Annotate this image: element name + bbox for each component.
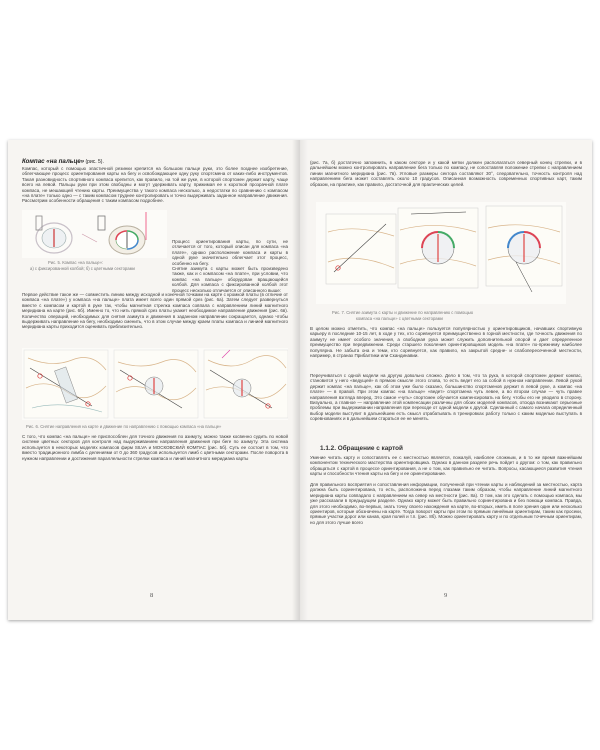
map-panel-a xyxy=(24,350,108,418)
section-heading: Компас «на пальце» (рис. 5). xyxy=(22,158,104,165)
map-panel-7b xyxy=(398,208,478,288)
paragraph-2: В целом можно отметить, что компас «на пальце» пользуется популярностью у ориентировщиков, начавших спортивную карьеру в последние 10-15 лет, в ходе у тех, кто соревнуется преимущественно в горной местности, где точность движения по азимуту не имеет особого значения, а свободная рука может служить дополнительной опорой и дает определенное преимущество при передвижении. Среди старшего поколения ориентировщиков модель «на плате» по-прежнему наиболее популярна. Не забыта она и теми, кто соревнуется, как правило, на закрытой средне- и слабопересеченной местности, например, в странах Прибалтики или Скандинавии. xyxy=(310,326,582,359)
paragraph-5: Для правильного восприятия и сопоставления информации, полученной при чтении карты и наблюдений за местностью, карта должна быть сориентирована, то есть, расположена перед глазами таким образом, чтобы направление линий магнитного меридиана карты совпадало с направлением на север на местности (рис. 8а). О том, как это сделать с помощью компаса, мы уже рассказали в предыдущем разделе. Однако карту может быть правильно сориентирована и без помощи компаса. Правда, для этого необходимо, во-первых, знать точку своего нахождения на карте, во-вторых, иметь в поле зрения один или несколько ориентиров, которые обозначены на карте. Тогда поворот карты при этом по прямым линейным ориентирам, таким как просеки, прямые участки дорог или канав, края полей и т.п. (рис. 8б). Можно ориентировать карту и по отдельным точечным ориентирам, но для этого лучше всего xyxy=(310,482,582,525)
page-number: 9 xyxy=(444,592,448,599)
paragraph-2: Первое действие такое же — совместить линию между исходной и конечной точками на карте с кромкой платы (в отличие от компаса «на плате») у компаса «на пальце» плата имеет всего один прямой срез (рис. 6а). Затем следует развернуться вместе с компасом и картой в руке так, чтобы магнитная стрелка компаса совпала с направлением линий магнитного меридиана на карте (рис. 6б). Именно то, что нить прямой срез платы укажет необходимое направление движения (рис. 6в). Количество операций, необходимых для снятия азимута и движения в заданном направлении сокращается, однако чтобы выдерживать направление на бегу, необходимо сменить, что в этом случае между краем платы компаса и линией магнитного меридиана карты приходится оценивать приблизительно. xyxy=(22,292,288,330)
page-number: 8 xyxy=(150,592,154,599)
paragraph-4: Умение читать карту и сопоставлять ее с местностью является, пожалуй, наиболее сложным, и в то же время важнейшим компонентом технического мастерства ориентировщика. Однако в данном разделе речь пойдет о другом: о том, как правильно обращаться с картой в процессе ориентирования, а не о том, как правильно ее читать. Вопросы, касающиеся развития чтения карты и способности чтения карты на бегу и ее ориентирование. xyxy=(310,455,582,477)
right-page xyxy=(302,140,592,620)
subsection-heading: 1.1.2. Обращение с картой xyxy=(320,445,403,452)
figure-5-caption-line1: Рис. 5. Компас «на пальце»: xyxy=(48,260,104,265)
side-column-text: Процесс ориентирования карты, по сути, не отличается от того, который описан для компаса «на плате», однако расположение компаса и карты в одной руке значительно облегчает этот процесс, особенно на бегу. Снятие азимута с карты может быть произведено также, как и с компасом «на плате», при условии, что компас «на пальце» оборудован вращающейся колбой. Для компаса с фиксированной колбой этот процесс несколько отличается от описанного выше: xyxy=(172,239,288,293)
map-panel-7a xyxy=(326,214,396,284)
map-panel-b xyxy=(114,350,198,418)
figure-7-maps xyxy=(316,202,566,304)
figure-6-maps xyxy=(22,348,288,420)
book-spread xyxy=(8,140,592,620)
paragraph-3: С того, что компас «на пальце» не приспособлен для точного движения по азимуту, можно также косвенно судить по новой системе цветных секторов для контроля над выдерживанием направления движения при беге по азимуту. Эта система используется в некоторых моделях компасов фирм SILVA и МОСКОВСКИЙ КОМПАС (рис. 5б). Суть ее состоит в том, что вместо традиционного лимба с делениями от 0 до 360 градусов используется лимб с цветными секторами. После поворота в нужном направлении и достижения параллельности стрелки компаса и линий магнитного меридиана карты xyxy=(22,434,288,461)
map-panel-7c xyxy=(486,206,562,292)
intro-paragraph: Компас, который с помощью эластичной резинки крепится на большом пальце руки, это более позднее изобретение, облегчающее процесс ориентирования карты на бегу и освобождающее одну руку спортсмена от каких-либо инструментов. Такая разновидность спортивного компаса крепится, как правило, на той же руке, в которой спортсмен держит карту, чаще всего на левой. Пальцы руки при этом свободны и могут удерживать карту, прижимая ее к короткой прозрачной плате компаса, не мешающей чтению карты. Преимущества у такого компаса несколько, а недостатки по сравнению с компасом «на плате» только одно — с таким компасом труднее контролировать и точно выдерживать заданное направление движения. Рассмотрим особенности обращения с таким компасом подробнее. xyxy=(22,166,288,204)
figure-5-compasses xyxy=(22,210,167,258)
paragraph-3: Переучиваться с одной модели на другую довольно сложно. Дело в том, что та рука, в которой спортсмен держит компас, становится у него «ведущей» в прямом смысле этого слова, то есть ведет его за собой в нужном направлении. Левой рукой держит компас «на пальце», как об этом уже было сказано, большинство спортсменов держит в левой руке, а компас «на плате» — в правой. При этом компас «на пальце» «ведет» спортсмена чуть левее, а во втором случае — чуть правее направления взгляда вперед. Это самое «чуть» спортсмен обучается компенсировать на бегу, чтобы его не уводило в сторону. Визуально, а главное — направление этой компенсации различны для обоих моделей компасов, отсюда возникают серьезные проблемы при выдерживании направления при переходе от одной модели к другой. Сделанный с самого начала определенный выбор модели выступит в дальнейшем есть смысл отрабатывать в тренировках работу только с каким моделью выступать в соревнованиях и в дальнейшем стараться ее не менять. xyxy=(310,373,582,422)
figure-5-caption-line2: а) с фиксированной колбой; б) с цветными секторами xyxy=(30,266,135,271)
left-page xyxy=(8,140,298,620)
paragraph-1: (рис. 7а, б) достаточно запомнить, в каком секторе и у какой метки должен располагаться северный конец стрелки, и в дальнейшем можно контролировать направление бега только по компасу, не сопоставляя положение стрелки с направлением линии магнитного меридиана (рис. 7в). Угловые размеры сектора составляют 30°, следовательно, точность контроля над направлением бега может составлять около 10 градусов. Описанная возможность современных спортивных карт, таким образом, на практике, как правило, достаточной для практических целей. xyxy=(310,160,582,187)
figure-7-caption-line2: компаса «на пальце» с цветными секторами xyxy=(356,316,443,321)
figure-7-caption-line1: Рис. 7. Снятие азимута с карты и движение по направлению с помощью xyxy=(332,310,474,315)
map-panel-c xyxy=(204,350,288,418)
figure-6-caption: Рис. 6. Снятие направления на карте и движение по направлению с помощью компаса «на пальце» xyxy=(26,424,222,429)
